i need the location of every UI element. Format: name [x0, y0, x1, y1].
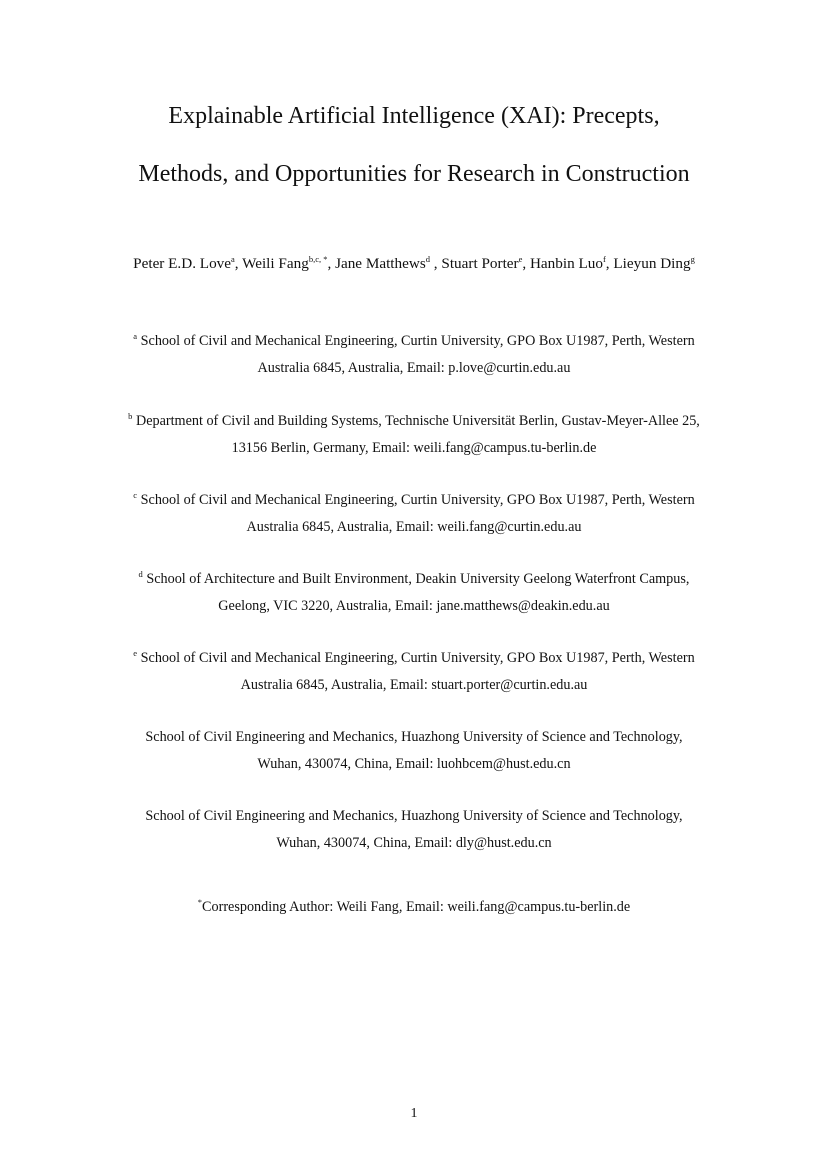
author-affiliation-mark: d	[425, 254, 430, 264]
affiliation-line	[0, 645, 828, 672]
corresponding-author-note	[0, 896, 828, 918]
author-separator: ,	[522, 255, 530, 272]
affiliation-mark: c	[133, 490, 138, 500]
author-name: Peter E.D. Love	[133, 255, 231, 272]
affiliation-line	[0, 566, 828, 593]
affiliation-b	[0, 408, 828, 461]
affiliation-line: Australia 6845, Australia, Email: weili.fang@curtin.edu.au	[246, 518, 582, 535]
affiliation-text: School of Civil and Mechanical Engineering, Curtin University, GPO Box U1987, Perth, Western	[140, 492, 695, 508]
author-affiliation-mark: b,c, *	[308, 254, 328, 264]
affiliation-line	[0, 408, 828, 435]
affiliation-line: School of Civil Engineering and Mechanics, Huazhong University of Science and Technology,	[145, 729, 683, 745]
author-affiliation-mark: e	[518, 254, 523, 264]
affiliation-a	[0, 328, 828, 381]
author-name: Weili Fang	[242, 255, 309, 272]
affiliation-text: School of Civil and Mechanical Engineering, Curtin University, GPO Box U1987, Perth, Western	[140, 650, 695, 666]
author-list	[0, 254, 828, 274]
affiliation-text: School of Architecture and Built Environment, Deakin University Geelong Waterfront Campus,	[146, 571, 690, 587]
affiliation-mark: b	[128, 411, 133, 421]
page-number: 1	[410, 1106, 418, 1121]
affiliation-line: Australia 6845, Australia, Email: stuart.porter@curtin.edu.au	[240, 676, 588, 693]
affiliation-d	[0, 566, 828, 619]
author-name: Hanbin Luo	[529, 255, 603, 272]
author-separator: ,	[327, 255, 336, 272]
author-separator: ,	[605, 255, 614, 272]
affiliation-line: Wuhan, 430074, China, Email: luohbcem@hust.edu.cn	[257, 755, 571, 772]
paper-title-line-1: Explainable Artificial Intelligence (XAI): Precepts,	[168, 103, 660, 129]
corresponding-text: Corresponding Author: Weili Fang, Email: weili.fang@campus.tu-berlin.de	[202, 899, 631, 915]
author-name: Jane Matthews	[335, 255, 426, 272]
author-affiliation-mark: a	[231, 254, 235, 264]
affiliation-mark: a	[133, 331, 138, 341]
affiliation-line	[0, 328, 828, 355]
author-name: Stuart Porter	[441, 255, 519, 272]
affiliation-line	[0, 487, 828, 514]
affiliation-text: Department of Civil and Building Systems, Technische Universität Berlin, Gustav-Meyer-Allee 25,	[135, 413, 700, 429]
affiliation-line: 13156 Berlin, Germany, Email: weili.fang@campus.tu-berlin.de	[231, 439, 597, 456]
corresponding-mark: *	[197, 897, 203, 907]
affiliation-text: School of Civil and Mechanical Engineering, Curtin University, GPO Box U1987, Perth, Western	[140, 333, 695, 349]
affiliation-e	[0, 645, 828, 698]
author-affiliation-mark: f	[602, 254, 606, 264]
author-separator: ,	[430, 255, 442, 272]
affiliation-line: Wuhan, 430074, China, Email: dly@hust.edu.cn	[276, 834, 552, 851]
affiliation-mark: d	[138, 569, 143, 579]
affiliation-line: School of Civil Engineering and Mechanics, Huazhong University of Science and Technology,	[145, 808, 683, 824]
affiliation-line: Geelong, VIC 3220, Australia, Email: jane.matthews@deakin.edu.au	[218, 597, 610, 614]
paper-title-line-2: Methods, and Opportunities for Research in Construction	[138, 161, 690, 187]
affiliation-c	[0, 487, 828, 540]
affiliation-mark: e	[133, 648, 138, 658]
affiliation-line: Australia 6845, Australia, Email: p.love@curtin.edu.au	[257, 359, 571, 376]
author-name: Lieyun Ding	[613, 255, 691, 272]
affiliation-f	[0, 724, 828, 777]
author-affiliation-mark: g	[690, 254, 695, 264]
affiliation-g	[0, 803, 828, 856]
author-separator: ,	[234, 255, 243, 272]
